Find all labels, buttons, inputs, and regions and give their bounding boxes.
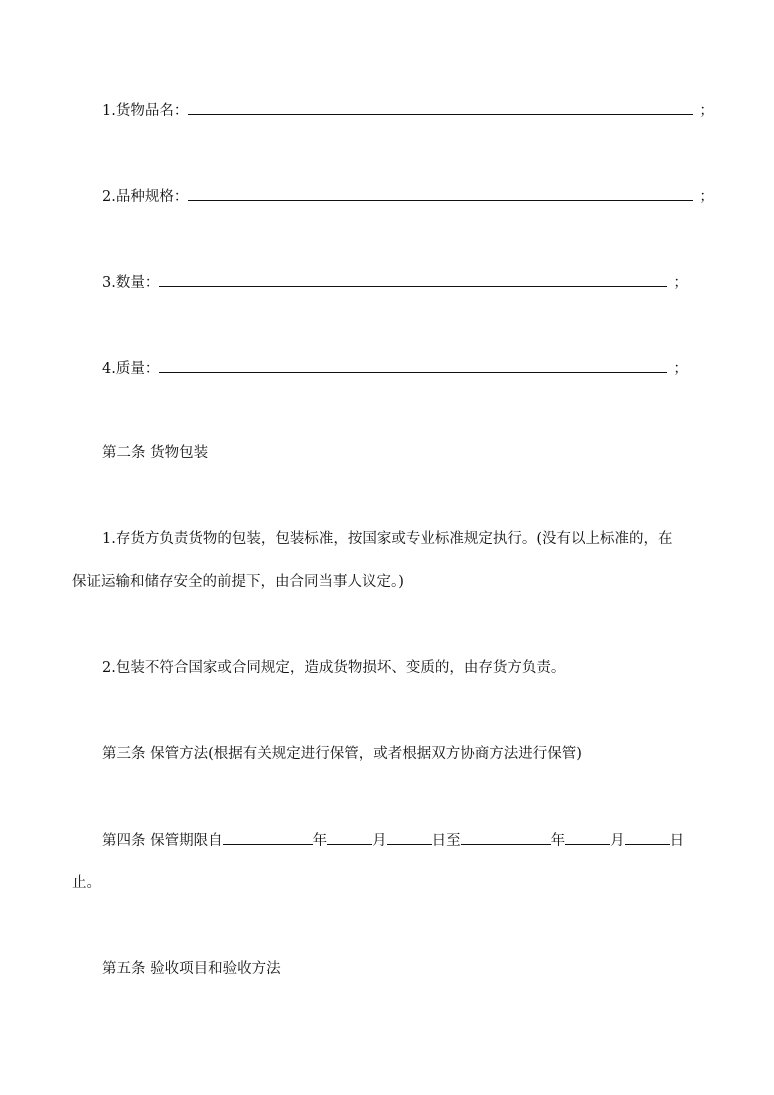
start-day-blank[interactable] xyxy=(387,830,432,845)
start-year-blank[interactable] xyxy=(223,830,313,845)
end-year-blank[interactable] xyxy=(461,830,551,845)
article2-para2: 2.包装不符合国家或合同规定，造成货物损坏、变质的，由存货方负责。 xyxy=(102,660,566,676)
quantity-label: 3.数量： xyxy=(102,275,160,291)
spec-blank[interactable] xyxy=(188,186,693,201)
start-month-label: 月 xyxy=(372,833,387,849)
spec-label: 2.品种规格： xyxy=(102,189,189,205)
end-day-blank[interactable] xyxy=(625,830,670,845)
quantity-row xyxy=(102,272,688,293)
goods-name-blank[interactable] xyxy=(188,100,693,115)
article3-title: 第三条 保管方法(根据有关规定进行保管，或者根据双方协商方法进行保管) xyxy=(102,746,582,762)
article5-title: 第五条 验收项目和验收方法 xyxy=(102,961,281,977)
spec-semicolon: ； xyxy=(699,189,714,205)
start-year-label: 年 xyxy=(312,833,328,849)
goods-name-label: 1.货物品名： xyxy=(102,103,189,119)
goods-name-semicolon: ； xyxy=(699,103,714,119)
article4-end: 止。 xyxy=(72,875,101,891)
goods-name-row xyxy=(102,100,714,121)
article4-row xyxy=(102,830,684,851)
article2-para1-line1: 1.存货方负责货物的包装，包装标准，按国家或专业标准规定执行。(没有以上标准的，在 xyxy=(102,531,673,547)
quality-label: 4.质量： xyxy=(102,361,160,377)
quality-row xyxy=(102,358,688,379)
spec-row xyxy=(102,186,714,207)
article2-title: 第二条 货物包装 xyxy=(102,445,209,461)
start-day-to-label: 日至 xyxy=(431,833,461,849)
article4-prefix: 第四条 保管期限自 xyxy=(102,833,223,849)
end-day-label: 日 xyxy=(669,833,685,849)
article2-para1-line2: 保证运输和储存安全的前提下，由合同当事人议定。) xyxy=(72,574,404,590)
end-year-label: 年 xyxy=(550,833,566,849)
end-month-blank[interactable] xyxy=(565,830,610,845)
quality-semicolon: ； xyxy=(673,361,688,377)
end-month-label: 月 xyxy=(610,833,625,849)
start-month-blank[interactable] xyxy=(327,830,372,845)
quality-blank[interactable] xyxy=(159,358,667,373)
quantity-blank[interactable] xyxy=(159,272,667,287)
quantity-semicolon: ； xyxy=(673,275,688,291)
